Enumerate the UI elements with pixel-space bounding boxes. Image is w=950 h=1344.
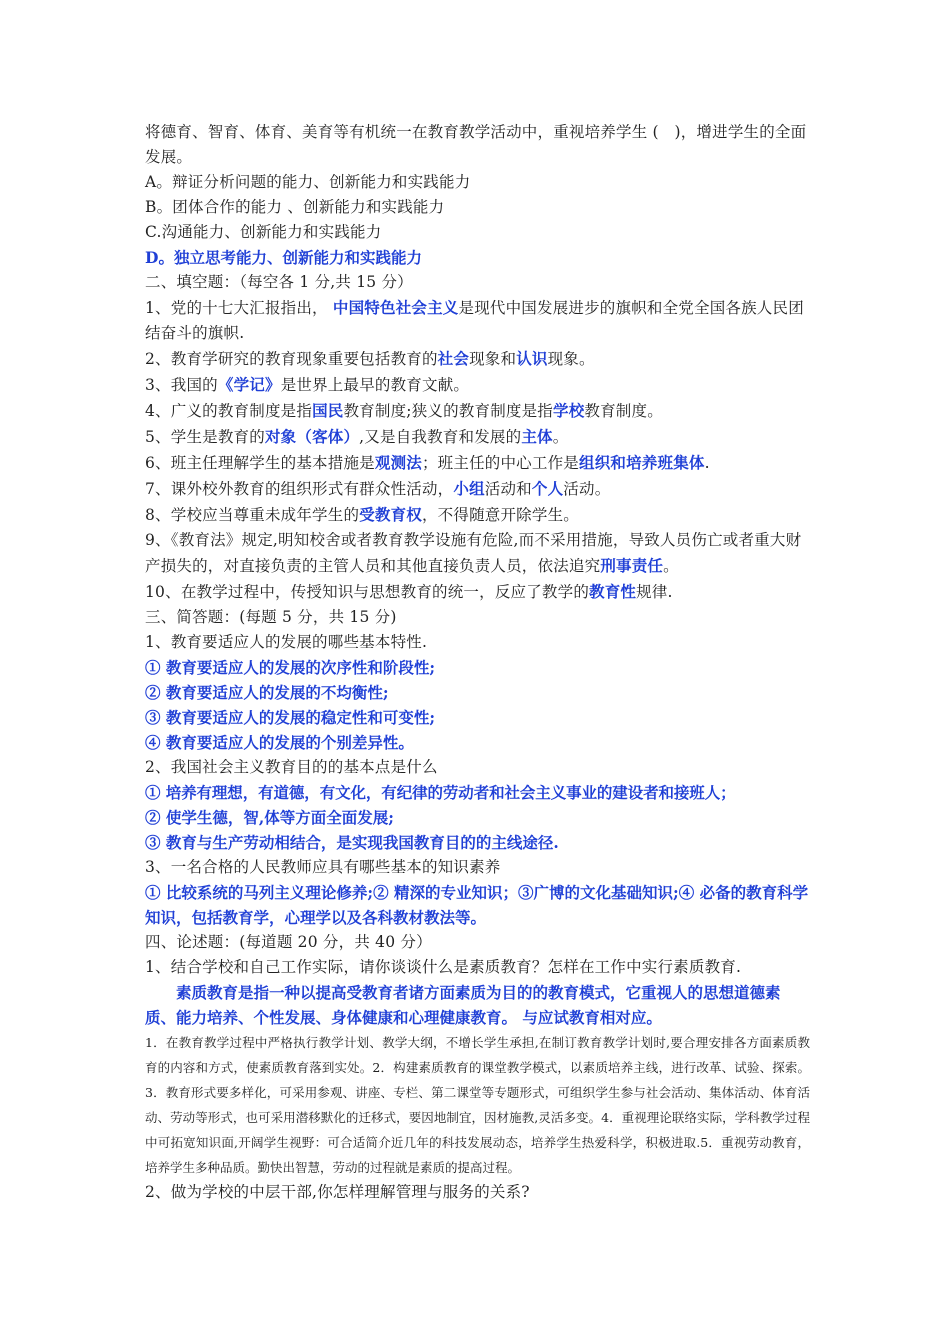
answer: 组织和培养班集体 — [579, 453, 705, 472]
short-question-1: 1、教育要适应人的发展的哪些基本特性. — [145, 633, 428, 651]
text: 教育制度。 — [584, 402, 663, 420]
short-q2-answer-2: ② 使学生德，智,体等方面全面发展; — [145, 808, 395, 827]
short-q1-answer-3: ③ 教育要适应人的发展的稳定性和可变性; — [145, 708, 436, 727]
text: ,又是自我教育和发展的 — [359, 428, 522, 446]
text: 6、班主任理解学生的基本措施是 — [145, 454, 375, 472]
essay-q1-detail: 1．在教育教学过程中严格执行教学计划、教学大纲，不增长学生承担,在制订教育教学计划时,要合理安排各方面素质教育的内容和方式，使素质教育落到实处。2．构建素质教育的课堂教学模式，以素质培养主线，进行改革、试验、探索。3．教育形式要多样化，可采用参观、讲座、专栏、第二课堂等专题形式，可组织学生参与社会活动、集体活动、体育活动、劳动等形式，也可采用潜移默化的迁移式，要因地制宜，因材施教,灵活多变。4．重视理论联络实际，学科教学过程中可拓宽知识面,开阔学生视野：可合适简介近几年的科技发展动态，培养学生热爱科学，积极进取.5．重视劳动教育，培养学生多种品质。勤快出智慧，劳动的过程就是素质的提高过程。 — [145, 1035, 810, 1175]
answer: 社会 — [437, 349, 470, 368]
essay-question-2: 2、做为学校的中层干部,你怎样理解管理与服务的关系? — [145, 1183, 530, 1201]
text: ；班主任的中心工作是 — [421, 454, 579, 472]
text: 。 — [552, 428, 569, 446]
fill-question-4 — [145, 398, 810, 424]
essay-question-1: 1、结合学校和自己工作实际，请你谈谈什么是素质教育？怎样在工作中实行素质教育. — [145, 958, 742, 976]
mc-option-d-answer: D。独立思考能力、创新能力和实践能力 — [145, 248, 422, 267]
fill-question-6 — [145, 450, 810, 476]
mc-option-c: C.沟通能力、创新能力和实践能力 — [145, 223, 382, 241]
answer: 教育性 — [589, 582, 637, 601]
text: 活动和 — [484, 480, 532, 498]
text: 5、学生是教育的 — [145, 428, 265, 446]
text: 3、我国的 — [145, 376, 218, 394]
answer: 学校 — [553, 401, 585, 420]
answer: 观测法 — [374, 453, 422, 472]
short-q1-answer-1: ① 教育要适应人的发展的次序性和阶段性; — [145, 658, 436, 677]
short-q2-answer-1: ① 培养有理想，有道德，有文化，有纪律的劳动者和社会主义事业的建设者和接班人； — [145, 783, 736, 802]
essay-section-heading: 四、论述题：(每道题 20 分，共 40 分） — [145, 933, 432, 951]
fill-question-9 — [145, 528, 810, 579]
text: 9、《教育法》规定,明知校舍或者教育教学设施有危险,而不采用措施，导致人员伤亡或者重大财产损失的，对直接负责的主管人员和其他直接负责人员，依法追究 — [145, 531, 802, 575]
short-section-heading: 三、简答题：(每题 5 分，共 15 分) — [145, 608, 397, 626]
mc-option-b: B。团体合作的能力 、创新能力和实践能力 — [145, 198, 445, 216]
text: 4、广义的教育制度是指 — [145, 402, 313, 420]
short-q1-answer-2: ② 教育要适应人的发展的不均衡性; — [145, 683, 389, 702]
fill-question-1 — [145, 295, 810, 346]
text: 2、教育学研究的教育现象重要包括教育的 — [145, 350, 438, 368]
document-page — [145, 120, 810, 1205]
fill-question-10 — [145, 579, 810, 605]
answer: 《学记》 — [217, 375, 281, 394]
text: 现象。 — [547, 350, 595, 368]
text: 8、学校应当尊重未成年学生的 — [145, 506, 360, 524]
answer: 个人 — [531, 479, 564, 498]
mc-option-a: A。辩证分析问题的能力、创新能力和实践能力 — [145, 173, 471, 191]
text: 10、在教学过程中，传授知识与思想教育的统一，反应了教学的 — [145, 583, 590, 601]
answer: 主体 — [521, 427, 553, 446]
essay-q1-answer: 素质教育是指一种以提高受教育者诸方面素质为目的的教育模式，它重视人的思想道德素质、能力培养、个性发展、身体健康和心理健康教育。 与应试教育相对应。 — [145, 983, 781, 1027]
answer: 国民 — [312, 401, 344, 420]
fill-section-heading: 二、填空题：（每空各 1 分,共 15 分） — [145, 273, 413, 291]
text: 是世界上最早的教育文献。 — [280, 376, 470, 394]
short-q3-answer: ① 比较系统的马列主义理论修养;② 精深的专业知识；③广博的文化基础知识;④ 必备的教育科学知识，包括教育学，心理学以及各科教材教法等。 — [145, 883, 809, 927]
text: 1、党的十七大汇报指出， — [145, 299, 333, 317]
short-q1-answer-4: ④ 教育要适应人的发展的个别差异性。 — [145, 733, 414, 752]
text: 规律. — [636, 583, 673, 601]
mc-question-stem: 将德育、智育、体育、美育等有机统一在教育教学活动中，重视培养学生 ( )，增进学生的全面发展。 — [145, 123, 807, 166]
fill-question-7 — [145, 476, 810, 502]
text: . — [704, 454, 710, 472]
answer: 小组 — [453, 479, 485, 498]
short-question-3: 3、一名合格的人民教师应具有哪些基本的知识素养 — [145, 858, 501, 876]
text: 。 — [663, 557, 679, 575]
answer: 认识 — [516, 349, 548, 368]
answer: 对象（客体） — [264, 427, 360, 446]
short-q2-answer-3: ③ 教育与生产劳动相结合，是实现我国教育目的的主线途径. — [145, 833, 559, 852]
text: 是现代中国发展进步的旗帜和全党全国各族人民团结奋斗的旗帜. — [145, 299, 804, 342]
text: ，不得随意开除学生。 — [421, 506, 579, 524]
text: 活动。 — [563, 480, 611, 498]
answer: 刑事责任 — [600, 556, 664, 575]
fill-question-8 — [145, 502, 810, 528]
text: 7、课外校外教育的组织形式有群众性活动， — [145, 480, 454, 498]
fill-question-3 — [145, 372, 810, 398]
short-question-2: 2、我国社会主义教育目的的基本点是什么 — [145, 758, 438, 776]
answer: 受教育权 — [359, 505, 422, 524]
fill-question-5 — [145, 424, 810, 450]
answer: 中国特色社会主义 — [332, 298, 459, 317]
text: 教育制度;狭义的教育制度是指 — [343, 402, 553, 420]
text: 现象和 — [469, 350, 517, 368]
fill-question-2 — [145, 346, 810, 372]
